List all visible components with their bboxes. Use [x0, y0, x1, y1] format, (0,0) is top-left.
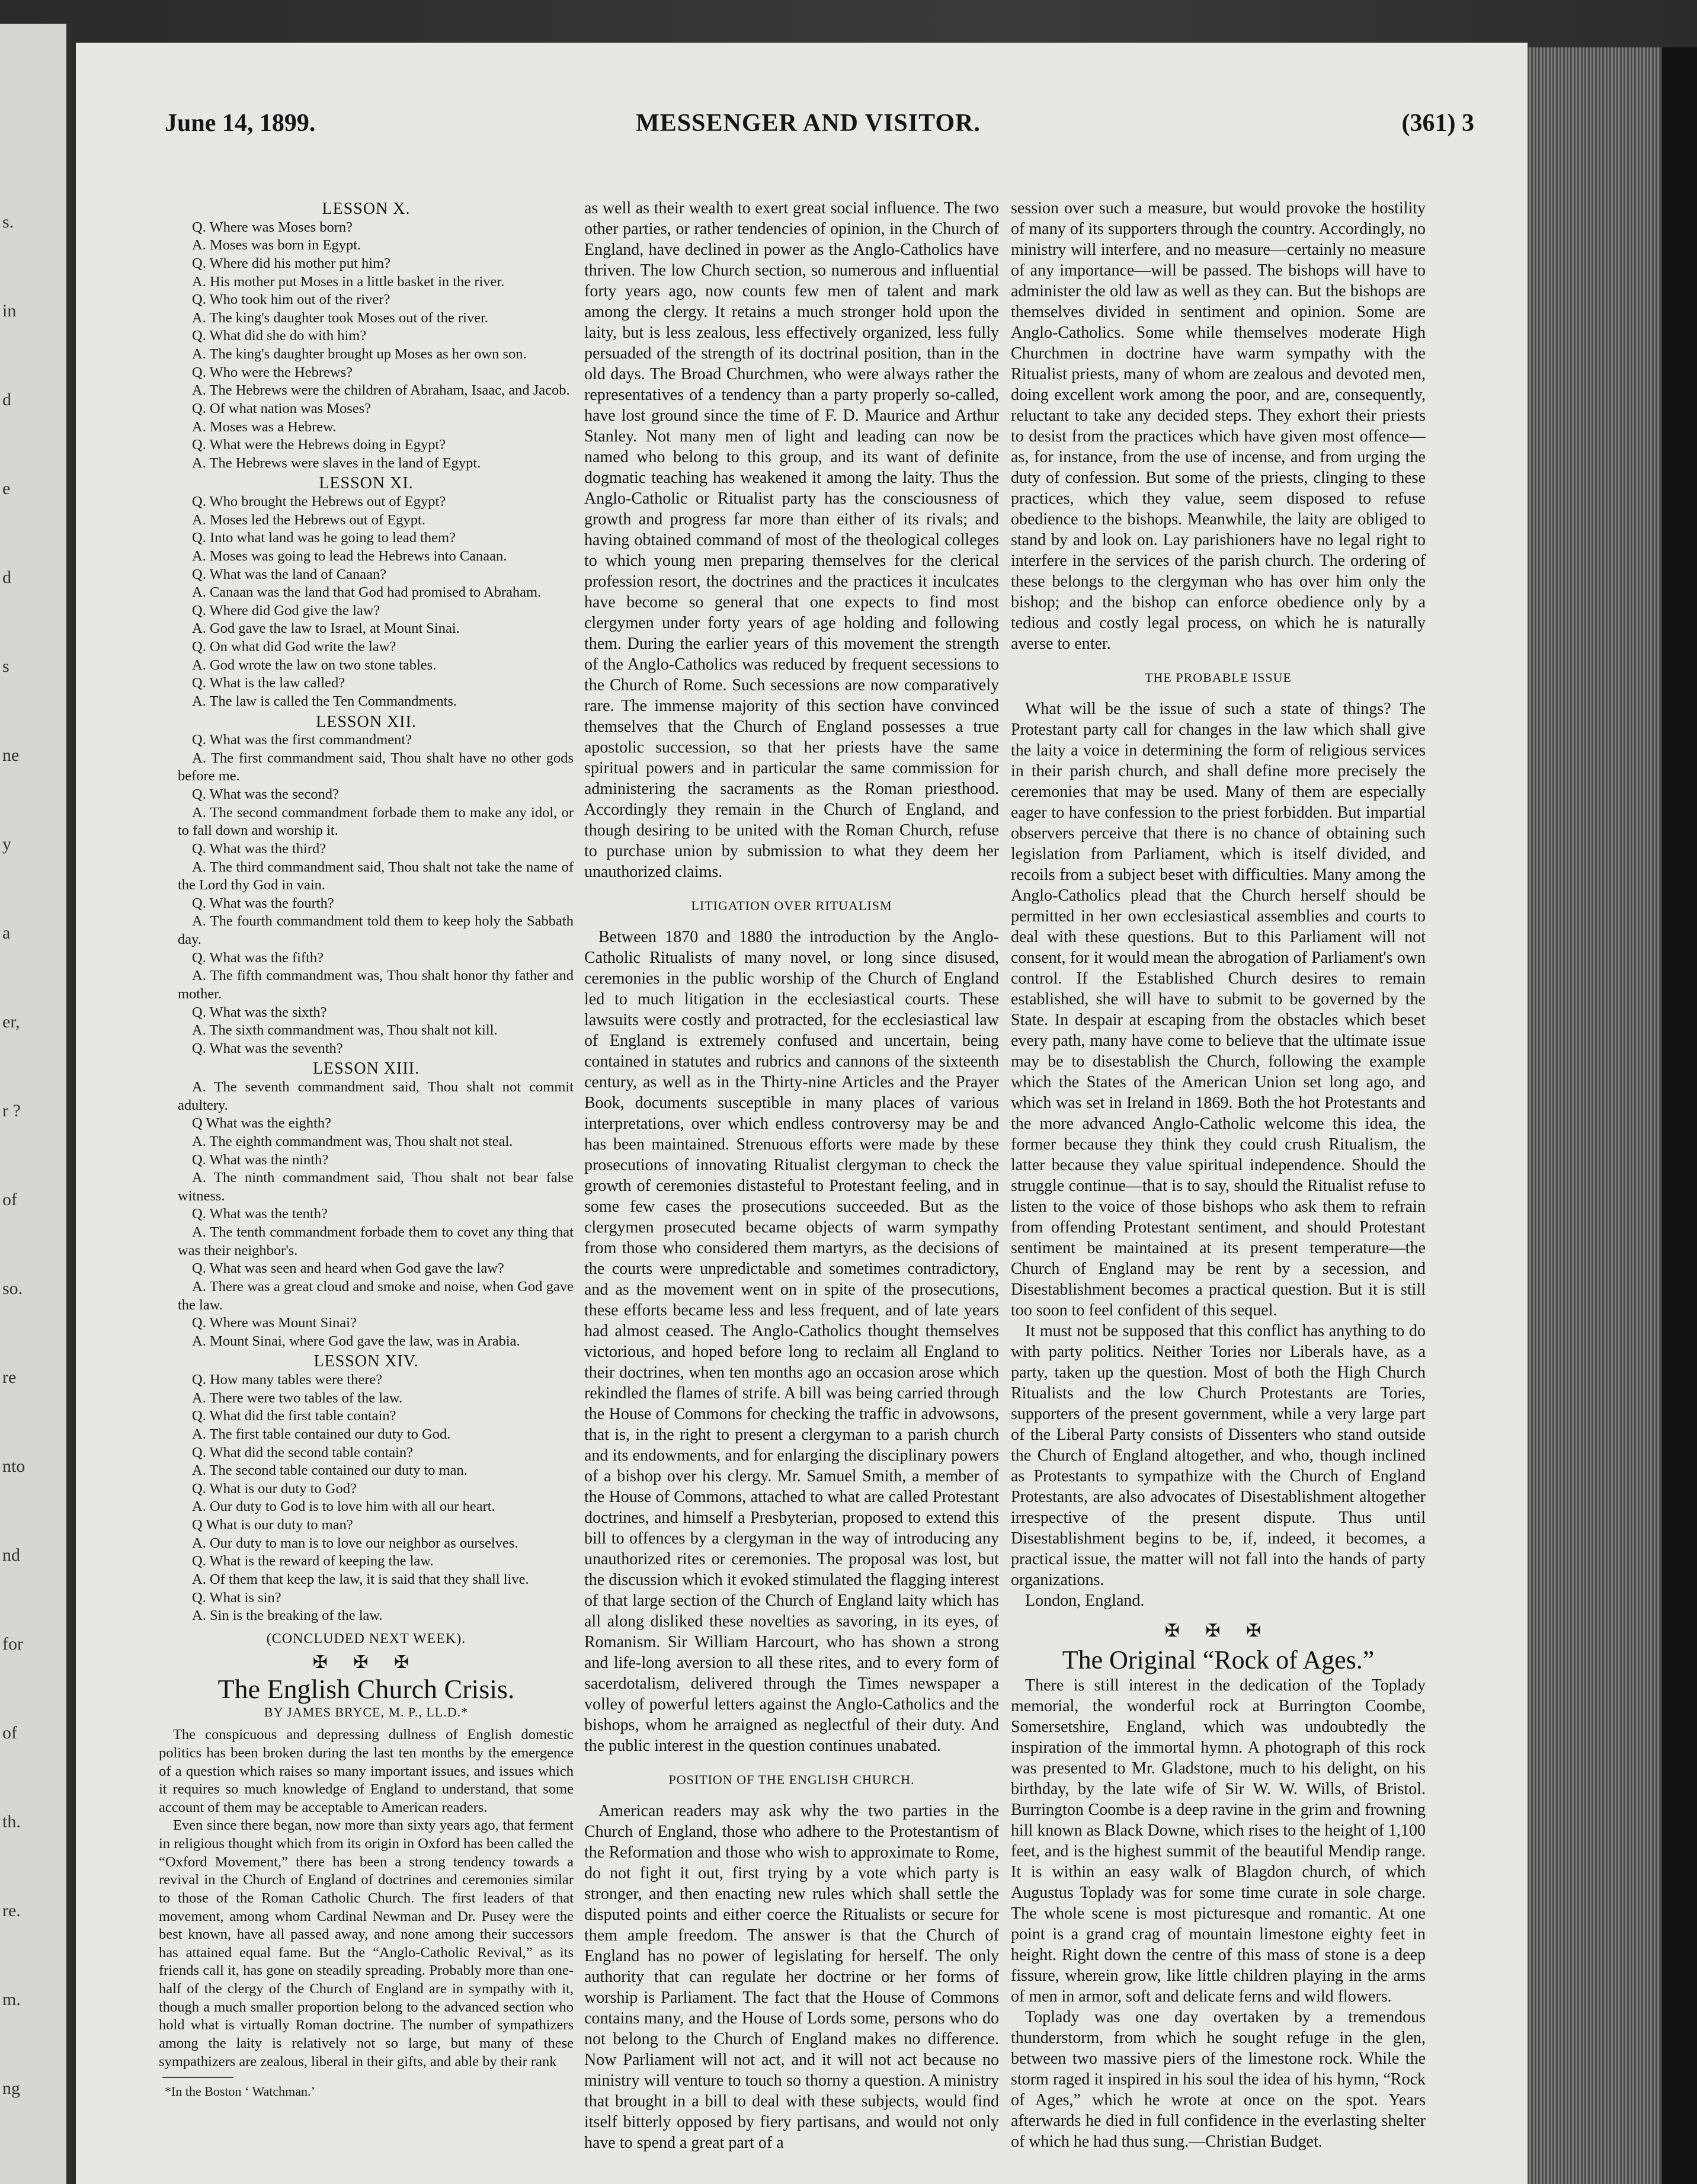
lesson-line: A. Of them that keep the law, it is said that they shall live. [192, 1571, 529, 1587]
section-heading-issue: THE PROBABLE ISSUE [1145, 670, 1292, 685]
lesson-line: Q. What was the land of Canaan? [192, 566, 387, 582]
lesson-line: A. The ninth commandment said, Thou shalt not bear false witness. [178, 1170, 574, 1204]
rock-article-body [1011, 1675, 1426, 2152]
article-body-start [159, 1726, 574, 2071]
lesson-line: A. Moses was a Hebrew. [192, 418, 337, 435]
lesson-line: Q. What is the reward of keeping the law. [192, 1553, 434, 1570]
lesson-heading: LESSON XIV. [313, 1352, 419, 1371]
lesson-line: A. The Hebrews were slaves in the land of Egypt. [192, 454, 481, 471]
concluded-next-week: (CONCLUDED NEXT WEEK). [266, 1631, 466, 1647]
lesson-line: A. The fourth commandment told them to keep holy the Sabbath day. [178, 913, 574, 947]
rock-title: The Original “Rock of Ages.” [1062, 1645, 1375, 1674]
margin-fragment: th. [2, 1812, 21, 1831]
margin-fragment: s [2, 657, 9, 676]
lesson-line: Q. What was the fifth? [192, 949, 324, 966]
lesson-line: A. The first table contained our duty to God. [192, 1426, 451, 1442]
lesson-line: A. His mother put Moses in a little basket in the river. [192, 273, 505, 290]
book-page-edges [1528, 47, 1697, 2184]
position-paragraph: American readers may ask why the two parties in the Church of England, those who adhere to the Protestantism of the Reformation and those who wish to approximate to Rome, do not fight it out, first trying by a vote which party is stronger, and then enacting new rules which shall settle the disputed points and either coerce the Ritualists or secure for them ample freedom. The answer is that the Church of England has no power of legislating for herself. The only authority that can regulate her doctrine or her forms of worship is Parliament. The fact that the House of Commons contains many, and the House of Lords some, persons who do not belong to the Church of England makes no difference. Now Parliament will not act, and it will not act because no ministry will venture to touch so thorny a question. A ministry that brought in a bill to deal with these subjects, would find itself bitterly opposed by fiery partisans, and would not only have to spend a great part of a [584, 1802, 999, 2152]
lesson-line: Q. What is the law called? [192, 675, 345, 691]
lesson-line: A. Moses led the Hebrews out of Egypt. [192, 511, 425, 528]
lesson-line: Q. What was the tenth? [192, 1206, 328, 1222]
lesson-line: Q. Who were the Hebrews? [192, 364, 353, 380]
litigation-paragraph: Between 1870 and 1880 the introduction by the Anglo-Catholic Ritualists of many novel, or long since disused, ceremonies in the public worship of the Church of England led to much litigation in the ecclesiastical courts. These lawsuits were costly and protracted, for the ecclesiastical law of England is extremely confused and uncertain, being contained in statutes and rubrics and cannons of the sixteenth century, as well as in the Thirty-nine Articles and the Prayer Book, documents susceptible in many places of various interpretations, over which endless controversy may be and has been maintained. Strenuous efforts were made by these prosecutions of innovating Ritualist clergyman to check the growth of ceremonies distasteful to Protestant feeling, and in some few cases the prosecutions succeeded. But as the clergymen prosecuted became objects of warm sympathy from those who considered them martyrs, as the decisions of the courts were unpredictable and sometimes contradictory, and as the movement went on in spite of the prosecutions, these efforts became less and less frequent, and of late years had almost ceased. The Anglo-Catholics thought themselves victorious, and hoped before long to reclaim all England to their doctrines, when ten months ago an occasion arose which rekindled the flames of strife. A bill was being carried through the House of Commons for checking the traffic in advowsons, that is, in the right to present a clergyman to a parish church and its endowments, and for enlarging the disciplinary powers of a bishop over his clergy. Mr. Samuel Smith, a member of the House of Commons, attached to what are called Protestant doctrines, and himself a Presbyterian, proposed to extend this bill to offences by a clergyman in the way of introducing any unauthorized rites or ceremonies. The proposal was lost, but the discussion which it evoked stimulated the flagging interest of that large section of the Church of England laity which has all along disliked these novelties as savoring, in its eyes, of Romanism. Sir William Harcourt, who has shown a strong and life-long aversion to all these rites, and to every form of sacerdotalism, delivered through the Times newspaper a volley of powerful letters against the Anglo-Catholics and the bishops, whom he arraigned as neglectful of their duty. And the public interest in the question continues unabated. [584, 928, 999, 1755]
lesson-line: A. Moses was born in Egypt. [192, 237, 361, 254]
lesson-line: A. There was a great cloud and smoke and noise, when God gave the law. [178, 1278, 574, 1313]
lesson-line: Q. Of what nation was Moses? [192, 400, 372, 417]
lesson-line: A. Our duty to man is to love our neighbor as ourselves. [192, 1535, 518, 1551]
margin-fragment: ne [2, 745, 20, 765]
lesson-line: Q. Where was Mount Sinai? [192, 1315, 357, 1331]
masthead: MESSENGER AND VISITOR. [636, 110, 981, 137]
article-signoff: London, England. [1025, 1591, 1145, 1610]
margin-fragment: e [2, 479, 11, 498]
lesson-line: A. The king's daughter took Moses out of the river. [192, 309, 489, 326]
lesson-line: Q. Who brought the Hebrews out of Egypt? [192, 494, 446, 510]
margin-fragment: a [2, 923, 11, 943]
margin-fragment: so. [2, 1279, 23, 1298]
page-number: (361) 3 [1401, 110, 1474, 137]
lesson-line: Q. Where did God give the law? [192, 602, 380, 619]
lesson-line: Q. What was the sixth? [192, 1004, 327, 1020]
paragraph: The conspicuous and depressing dullness of English domestic politics has been broken during the last ten months by the emergence of a question which raises so many important issues, and issues which it requires so much knowledge of England to understand, that some account of them may be acceptable to American readers. [159, 1727, 574, 1815]
article-continuation-2: session over such a measure, but would provoke the hostility of many of its supporters through the country. Accordingly, no ministry will interfere, and no measure—certainly no measure of any importance—will be passed. The bishops will have to administer the old law as well as they can. But the bishops are themselves divided in sentiment and opinion. Some are Anglo-Catholics. Some while themselves moderate High Churchmen in doctrine have warm sympathy with the Ritualist priests, many of whom are zealous and devoted men, doing excellent work among the poor, and are, consequently, reluctant to take any decided steps. They exhort their priests to desist from the practices which have given most offence—as, for instance, from the use of incense, and from urging the duty of confession. But some of the priests, clinging to these practices, which they value, seem disposed to refuse obedience to the bishops. Meanwhile, the laity are obliged to stand by and look on. Lay parishioners have no legal right to interfere in the services of the parish church. The ordering of these belongs to the clergyman who has over him only the bishop; and the bishop can enforce obedience only by a tedious and costly legal process, on which he is naturally averse to enter. [1011, 199, 1426, 653]
lesson-line: Q. What was the fourth? [192, 895, 334, 911]
margin-fragment: of [2, 1190, 17, 1209]
lesson-line: A. There were two tables of the law. [192, 1389, 403, 1406]
margin-fragment: s. [2, 212, 14, 232]
lesson-line: Q. What did the second table contain? [192, 1444, 414, 1461]
column-1 [159, 198, 574, 2171]
lesson-line: A. The seventh commandment said, Thou shalt not commit adultery. [178, 1079, 574, 1113]
ornament-divider: ✠ ✠ ✠ [312, 1653, 420, 1673]
footnote: *In the Boston ‘ Watchman.’ [165, 2084, 315, 2099]
margin-fragment: d [2, 390, 11, 409]
margin-fragment: m. [2, 1990, 21, 2009]
lesson-heading: LESSON XII. [316, 712, 417, 731]
lesson-line: A. The second table contained our duty to man. [192, 1462, 468, 1479]
column-3 [1011, 198, 1426, 2171]
section-heading-litigation: LITIGATION OVER RITUALISM [691, 898, 892, 913]
lesson-line: Q. What did she do with him? [192, 328, 367, 344]
paragraph: What will be the issue of such a state of things? The Protestant party call for changes in the law which shall give the laity a voice in determining the form of religious services in their parish church, and shall define more precisely the ceremonies that may be used. Many of them are especially eager to have confession to the priest forbidden. But impartial observers perceive that there is no chance of obtaining such legislation from Parliament, which is itself divided, and recoils from a subject beset with difficulties. Many among the Anglo-Catholics plead that the Church herself should be permitted in her own ecclesiastical assemblies and courts to deal with these questions. But to this Parliament will not consent, for it would mean the abrogation of Parliament's own control. If the Established Church desires to remain established, she will have to submit to be governed by the State. In despair at escaping from the obstacles which beset every path, many have come to believe that the ultimate issue may be to disestablish the Church, following the example which the States of the American Union set long ago, and which was set in Ireland in 1869. Both the hot Protestants and the more advanced Anglo-Catholic welcome this idea, the former because they think they could crush Ritualism, the latter because they value spiritual independence. Should the struggle continue—that is to say, should the Ritualist refuse to listen to the voice of those bishops who ask them to refrain from offending Protestant sentiment, and should Protestant sentiment be maintained at its present temperature—the Church of England may be rent by a secession, and Disestablishment becomes a practical question. But it is still too soon to feel confident of this sequel. [1011, 700, 1426, 1320]
lesson-line: Q. What was the seventh? [192, 1040, 343, 1056]
article-continuation: as well as their wealth to exert great social influence. The two other parties, or rather tendencies of opinion, in the Church of England, have declined in power as the Anglo-Catholics have thriven. The low Church section, so numerous and influential forty years ago, now counts few men of talent and mark among the clergy. It retains a much stronger hold upon the laity, but is less zealous, less effectively organized, less fully persuaded of the strength of its doctrinal position, than in the old days. The Broad Churchmen, who were always rather the representatives of a tendency than a party properly so-called, have lost ground since the time of F. D. Maurice and Arthur Stanley. Not many men of light and leading can now be named who belong to this group, and its want of definite dogmatic teaching has weakened it among the laity. Thus the Anglo-Catholic or Ritualist party has the consciousness of growth and progress far more than either of its rivals; and having obtained command of most of the theological colleges to which young men preparing themselves for the clerical profession resort, the doctrines and the practices it inculcates have become so general that one expects to find most clergymen under forty years of age holding and following them. During the earlier years of this movement the strength of the Anglo-Catholics was reduced by frequent secessions to the Church of Rome. Such secessions are now comparatively rare. The immense majority of this section have convinced themselves that the Church of England possesses a true apostolic succession, so that her priests have the same spiritual powers and in particular the same commission for administering the sacraments as the Roman priesthood. Accordingly they remain in the Church of England, and though desiring to be united with the Roman Church, refuse to purchase union by submission to what they deem her unauthorized claims. [584, 199, 999, 881]
lesson-line: A. Sin is the breaking of the law. [192, 1607, 383, 1624]
lesson-line: Q. What did the first table contain? [192, 1408, 396, 1424]
lesson-line: A. The Hebrews were the children of Abraham, Isaac, and Jacob. [192, 382, 570, 399]
paragraph: There is still interest in the dedication of the Toplady memorial, the wonderful rock at Burrington Coombe, Somersetshire, England, which was undoubtedly the inspiration of the immortal hymn. A photograph of this rock was presented to Mr. Gladstone, much to his delight, on his birthday, by the late wife of Sir W. W. Wills, of Bristol. Burrington Coombe is a deep ravine in the grim and frowning hill known as Black Downe, which rises to the height of 1,100 feet, and is the highest summit of the beautiful Mendip range. It is within an easy walk of Blagdon church, of which Augustus Toplady was for some time curate in sole charge. The whole scene is most picturesque and romantic. At one point is a grand crag of mountain limestone eighty feet in height. Right down the centre of this mass of stone is a deep fissure, wherein grow, like little children playing in the arms of men in armor, soft and delicate ferns and wild flowers. [1011, 1676, 1426, 2006]
lesson-line: A. The fifth commandment was, Thou shalt honor thy father and mother. [178, 968, 574, 1002]
lesson-line: A. Moses was going to lead the Hebrews into Canaan. [192, 547, 507, 564]
paragraph: Even since there began, now more than sixty years ago, that ferment in religious thought which from its origin in Oxford has been called the “Oxford Movement,” there has been a strong tendency towards a revival in the Church of England of doctrines and ceremonies similar to those of the Roman Catholic Church. The first leaders of that movement, among whom Cardinal Newman and Dr. Pusey were the best known, have all passed away, and none among their successors has attained equal fame. But the “Anglo-Catholic Revival,” as its friends call it, has gone on steadily spreading. Probably more than one-half of the clergy of the Church of England are in sympathy with it, though a much smaller proportion belong to the advanced section who hold what is virtually Roman doctrine. The number of sympathizers among the laity is relatively not so large, but many of these sympathizers are zealous, liberal in their gifts, and able by their rank [159, 1817, 574, 2070]
lesson-line: A. The eighth commandment was, Thou shalt not steal. [192, 1133, 513, 1149]
lesson-heading: LESSON XI. [319, 474, 414, 493]
lesson-line: Q. What was seen and heard when God gave the law? [192, 1260, 504, 1277]
margin-fragment: d [2, 568, 11, 587]
lesson-line: A. The sixth commandment was, Thou shalt not kill. [192, 1022, 498, 1039]
lesson-line: Q. What is our duty to God? [192, 1480, 357, 1497]
margin-fragment: y [2, 834, 11, 854]
issue-paragraphs [1011, 699, 1426, 1590]
lesson-line: A. The third commandment said, Thou shalt not take the name of the Lord thy God in vain. [178, 859, 574, 894]
newspaper-page [76, 43, 1528, 2184]
margin-fragment: in [2, 301, 17, 321]
margin-fragment: re [2, 1368, 17, 1387]
lesson-line: Q. What is sin? [192, 1589, 281, 1606]
lesson-line: Q. What was the second? [192, 786, 339, 802]
lesson-line: A. The first commandment said, Thou shalt have no other gods before me. [178, 750, 574, 784]
margin-fragment: re. [2, 1901, 21, 1920]
ornament-divider-2: ✠ ✠ ✠ [1164, 1621, 1272, 1641]
column-2 [584, 198, 999, 2171]
lesson-line: A. The king's daughter brought up Moses as her own son. [192, 346, 527, 362]
lesson-line: A. God gave the law to Israel, at Mount Sinai. [192, 620, 460, 637]
paragraph: Toplady was one day overtaken by a tremendous thunderstorm, from which he sought refuge in the glen, between two massive piers of the limestone rock. While the storm raged it inspired in his soul the idea of his hymn, “Rock of Ages,” which he wrote at once on the spot. Years afterwards he died in full confidence in the everlasting shelter of which he had thus sung.—Christian Budget. [1011, 2008, 1426, 2151]
lesson-line: Q. Who took him out of the river? [192, 292, 390, 308]
lesson-line: Q. What was the ninth? [192, 1151, 329, 1168]
lesson-line: A. Canaan was the land that God had promised to Abraham. [192, 584, 542, 601]
lesson-line: Q. How many tables were there? [192, 1372, 383, 1388]
footnote-rule [162, 2077, 233, 2078]
lesson-line: Q. What was the first commandment? [192, 732, 412, 748]
lesson-heading: LESSON XIII. [313, 1059, 420, 1078]
margin-fragment: for [2, 1634, 23, 1654]
lesson-line: Q. Into what land was he going to lead them? [192, 530, 456, 546]
lesson-line: Q What was the eighth? [192, 1115, 331, 1132]
lesson-line: Q. Where did his mother put him? [192, 255, 390, 271]
issue-date: June 14, 1899. [165, 110, 316, 137]
lesson-line: Q. Where was Moses born? [192, 219, 353, 235]
catechism-lessons [159, 200, 574, 1625]
lesson-line: Q. What was the third? [192, 840, 326, 857]
lesson-line: A. Our duty to God is to love him with all our heart. [192, 1498, 495, 1515]
margin-fragment: ng [2, 2079, 20, 2098]
lesson-line: A. Mount Sinai, where God gave the law, was in Arabia. [192, 1333, 520, 1349]
lesson-line: Q. What were the Hebrews doing in Egypt? [192, 437, 446, 453]
margin-fragment: nto [2, 1456, 25, 1476]
article-byline: BY JAMES BRYCE, M. P., LL.D.* [264, 1704, 469, 1719]
article-title: The English Church Crisis. [217, 1674, 515, 1704]
paragraph: It must not be supposed that this conflict has anything to do with party politics. Neither Tories nor Liberals have, as a party, taken up the question. Most of both the High Church Ritualists and the low Church Protestants are Tories, supporters of the present government, while a very large part of the Liberal Party consists of Dissenters who stand outside the Church of England altogether, and who, though inclined as Protestants to sympathize with the Church of England Protestants, are also advocates of Disestablishment altogether irrespective of the present dispute. Thus until Disestablishment begins to be, if, indeed, it becomes, a practical issue, the matter will not fall into the hands of party organizations. [1011, 1322, 1426, 1589]
lesson-line: Q. On what did God write the law? [192, 639, 396, 655]
lesson-line: Q What is our duty to man? [192, 1517, 353, 1533]
section-heading-position: POSITION OF THE ENGLISH CHURCH. [668, 1772, 915, 1787]
margin-fragment: of [2, 1723, 17, 1743]
lesson-line: A. The second commandment forbade them to make any idol, or to fall down and worship it. [178, 804, 574, 839]
lesson-line: A. The law is called the Ten Commandments. [192, 693, 457, 709]
margin-fragment: er, [2, 1012, 20, 1032]
lesson-heading: LESSON X. [322, 200, 411, 218]
lesson-line: A. The tenth commandment forbade them to covet any thing that was their neighbor's. [178, 1224, 574, 1258]
margin-fragment: nd [2, 1545, 20, 1565]
margin-fragment: r ? [2, 1101, 21, 1120]
lesson-line: A. God wrote the law on two stone tables. [192, 657, 437, 673]
